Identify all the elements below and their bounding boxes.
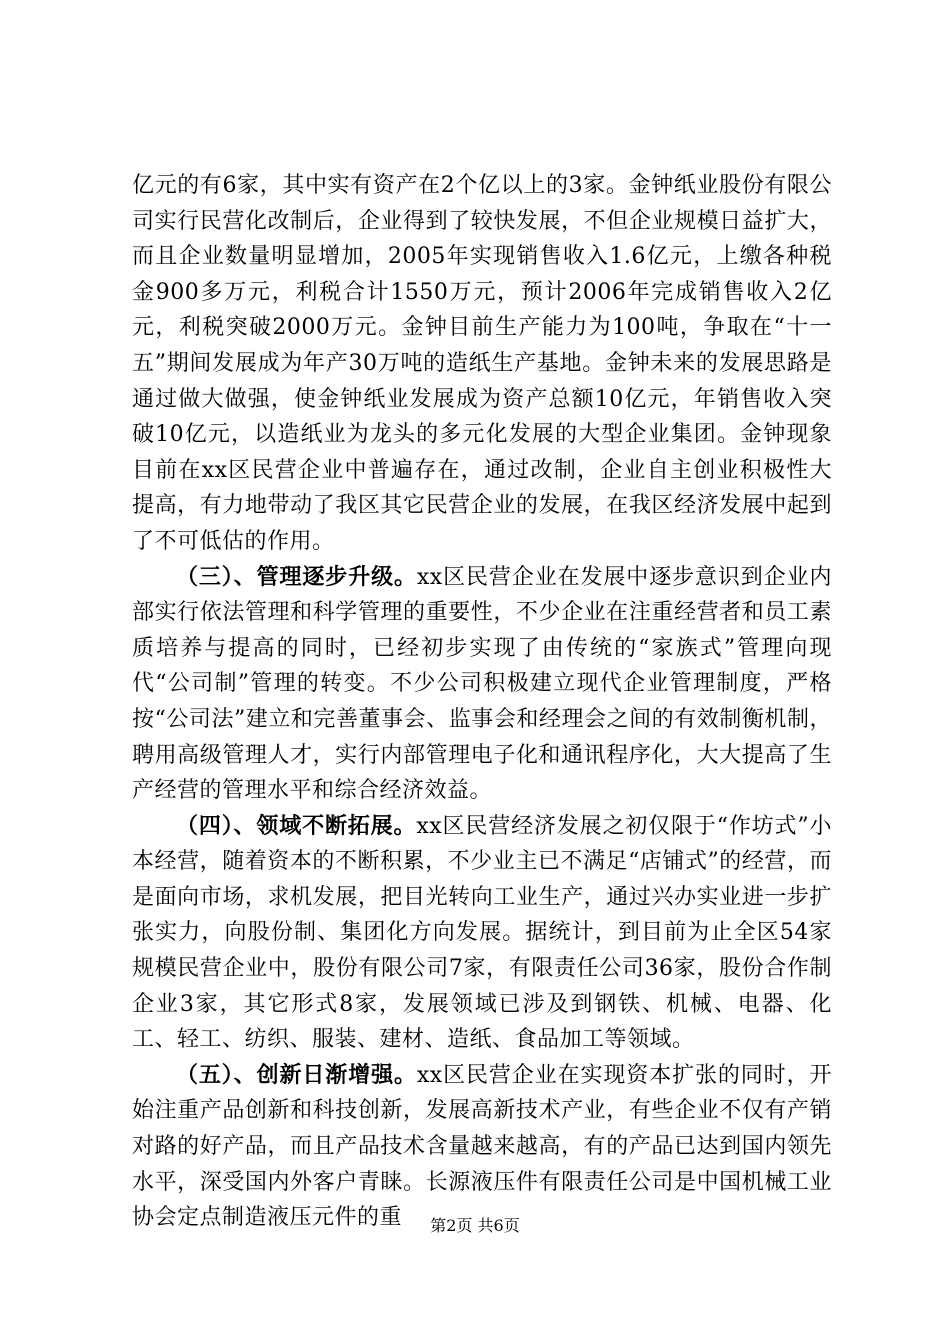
section-heading-three: （三）、管理逐步升级。 (176, 564, 417, 590)
page-footer (0, 1216, 950, 1236)
paragraph-management (132, 560, 832, 809)
page-number: 第2页 共6页 (430, 1216, 520, 1235)
section-heading-five: （五）、创新日渐增强。 (176, 1062, 417, 1088)
section-heading-four: （四）、领域不断拓展。 (176, 813, 417, 839)
paragraph-continuation (132, 168, 832, 560)
paragraph-text: 亿元的有6家，其中实有资产在2个亿以上的3家。金钟纸业股份有限公司实行民营化改制后，企业得到了较快发展，不但企业规模日益扩大，而且企业数量明显增加，2005年实现销售收入1.6亿元，上缴各种税金900多万元，利税合计1550万元，预计2006年完成销售收入2亿元，利税突破2000万元。金钟目前生产能力为100吨，争取在“十一五”期间发展成为年产30万吨的造纸生产基地。金钟未来的发展思路是通过做大做强，使金钟纸业发展成为资产总额10亿元，年销售收入突破10亿元，以造纸业为龙头的多元化发展的大型企业集团。金钟现象目前在xx区民营企业中普遍存在，通过改制，企业自主创业积极性大提高，有力地带动了我区其它民营企业的发展，在我区经济发展中起到了不可低估的作用。 (132, 173, 832, 554)
paragraph-text: xx区民营企业在实现资本扩张的同时，开始注重产品创新和科技创新，发展高新技术产业，有些企业不仅有产销对路的好产品，而且产品技术含量越来越高，有的产品已达到国内领先水平，深受国内外客户青睐。长源液压件有限责任公司是中国机械工业协会定点制造液压元件的重 (132, 1062, 832, 1231)
paragraph-text: xx区民营企业在发展中逐步意识到企业内部实行依法管理和科学管理的重要性，不少企业在注重经营者和员工素质培养与提高的同时，已经初步实现了由传统的“家族式”管理向现代“公司制”管理的转变。不少公司积极建立现代企业管理制度，严格按“公司法”建立和完善董事会、监事会和经理会之间的有效制衡机制，聘用高级管理人才，实行内部管理电子化和通讯程序化，大大提高了生产经营的管理水平和综合经济效益。 (132, 564, 832, 804)
paragraph-innovation (132, 1058, 832, 1236)
paragraph-text: xx区民营经济发展之初仅限于“作坊式”小本经营，随着资本的不断积累，不少业主已不满足“店铺式”的经营，而是面向市场，求机发展，把目光转向工业生产，通过兴办实业进一步扩张实力，向股份制、集团化方向发展。据统计，到目前为止全区54家规模民营企业中，股份有限公司7家，有限责任公司36家，股份合作制企业3家，其它形式8家，发展领域已涉及到钢铁、机械、电器、化工、轻工、纺织、服装、建材、造纸、食品加工等领域。 (132, 813, 832, 1053)
paragraph-domain (132, 809, 832, 1058)
document-body (132, 168, 832, 1236)
